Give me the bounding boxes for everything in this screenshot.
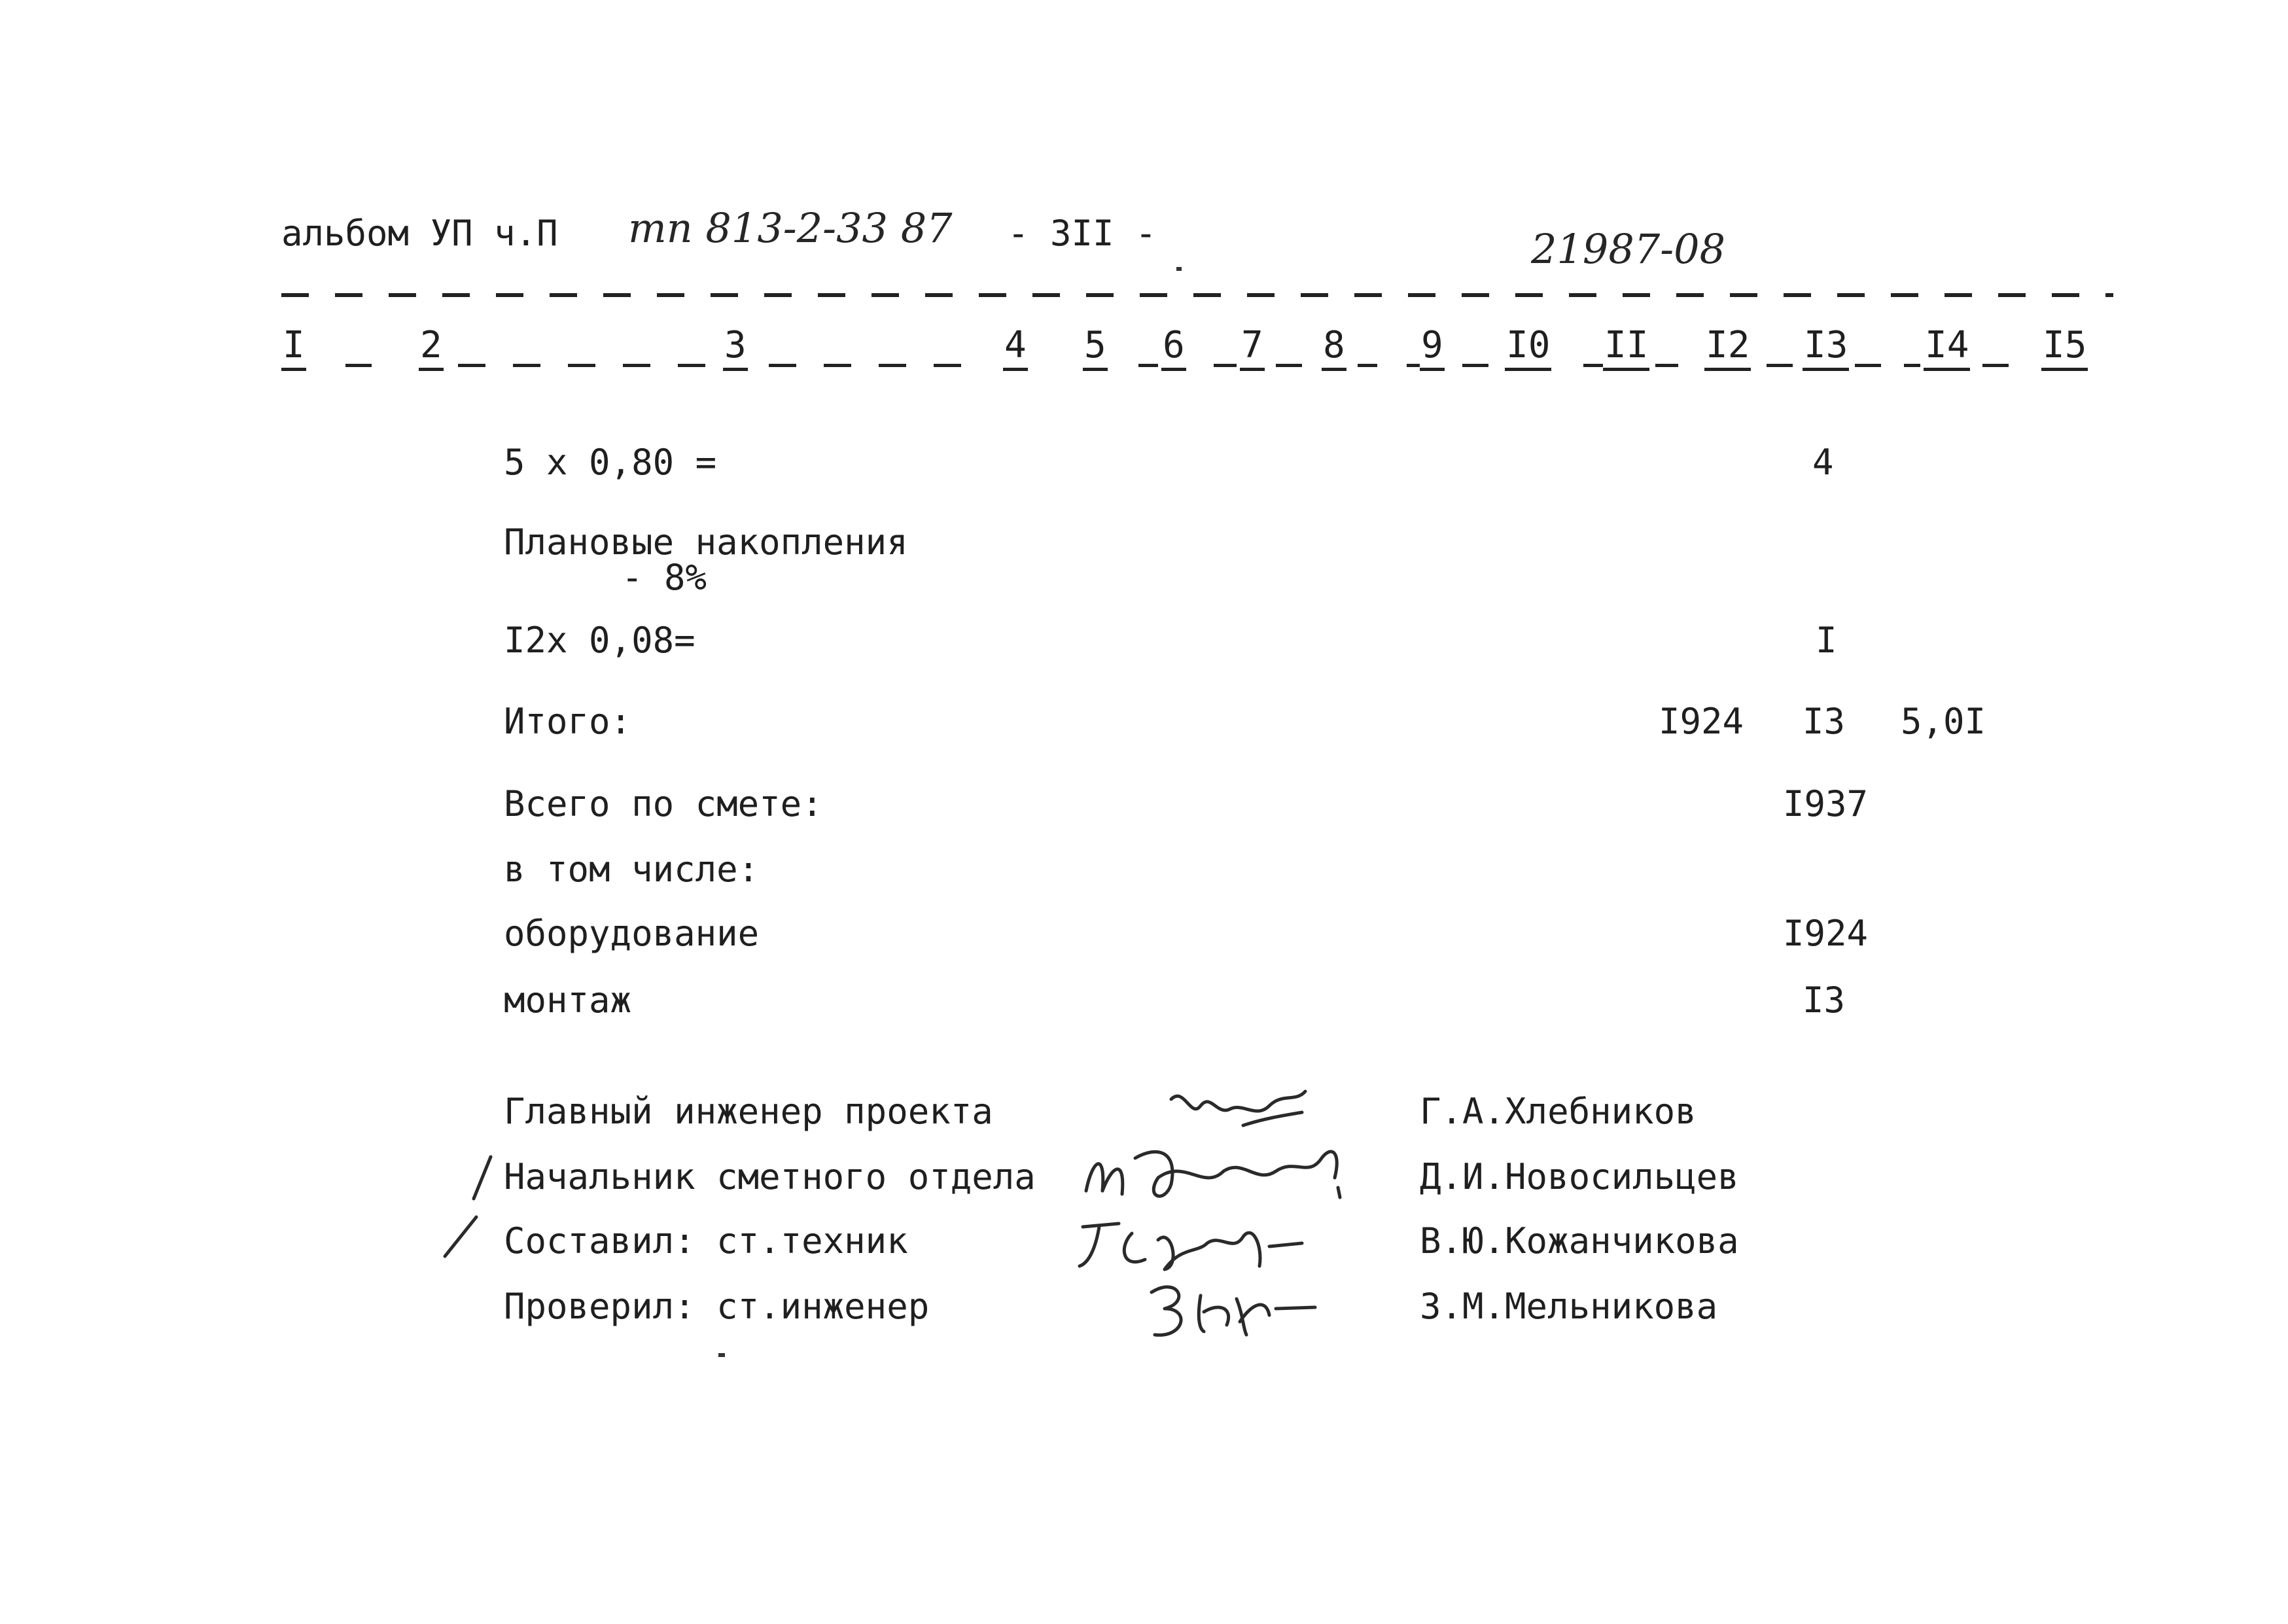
signature-role: Составил: ст.техник: [504, 1220, 908, 1262]
signature-name: З.М.Мельникова: [1420, 1286, 1718, 1327]
signature-name: Д.И.Новосильцев: [1420, 1156, 1739, 1197]
column-number-5: 5: [1083, 327, 1108, 371]
row-value: I924: [1783, 913, 1869, 954]
column-separator-dash: [1583, 364, 1603, 367]
column-number-14: I4: [1924, 327, 1970, 371]
column-separator-dash: [1904, 364, 1920, 367]
page-number: - 3II -: [1008, 213, 1157, 254]
row-value-col12: I924: [1659, 701, 1744, 742]
stray-dot: [1176, 267, 1182, 271]
row-value-col14: 5,0I: [1901, 701, 1986, 742]
document-number-handwritten: 21987-08: [1531, 225, 1726, 273]
signature-name: Г.А.Хлебников: [1420, 1091, 1697, 1132]
row-label: Итого:: [504, 701, 632, 742]
tp-code-handwritten: тп 813-2-33 87: [628, 204, 953, 252]
column-separator-dash: [1214, 364, 1237, 367]
handwritten-signature-chief-engineer: [1165, 1080, 1322, 1139]
column-number-3: 3: [723, 327, 748, 371]
column-number-8: 8: [1322, 327, 1346, 371]
column-number-1: I: [281, 327, 306, 371]
row-value: I3: [1803, 980, 1846, 1021]
margin-tick-mark: [465, 1152, 497, 1204]
signature-role: Проверил: ст.инженер: [504, 1286, 930, 1327]
column-number-6: 6: [1161, 327, 1186, 371]
column-number-11: II: [1603, 327, 1649, 371]
signature-name: В.Ю.Кожанчикова: [1420, 1220, 1739, 1262]
handwritten-signature-estimates-head: [1073, 1132, 1361, 1217]
column-separator-dash: [1138, 364, 1158, 367]
column-number-10: I0: [1505, 327, 1551, 371]
column-separator-dash: [1407, 364, 1420, 367]
row-sublabel: - 8%: [622, 557, 707, 598]
margin-tick-mark: [438, 1210, 484, 1263]
column-separator-dash: [1462, 364, 1488, 367]
row-label: Плановые накопления: [504, 521, 908, 563]
handwritten-signature-engineer: [1138, 1269, 1335, 1348]
column-separator-dash: [1276, 364, 1302, 367]
row-label: оборудование: [504, 913, 760, 954]
column-separator-dash: [1855, 364, 1881, 367]
column-number-12: I2: [1704, 327, 1751, 371]
handwritten-signature-technician: [1066, 1207, 1315, 1279]
column-separator-dash: [1767, 364, 1793, 367]
column-separator-dash: [345, 364, 372, 367]
column-number-9: 9: [1420, 327, 1445, 371]
column-separator-dash: [458, 364, 720, 367]
column-separator-dash: [1982, 364, 2009, 367]
column-number-4: 4: [1003, 327, 1028, 371]
column-number-2: 2: [419, 327, 444, 371]
row-value-col13: 4: [1812, 442, 1834, 483]
row-label: в том числе:: [504, 849, 760, 890]
column-separator-dash: [769, 364, 985, 367]
row-label: Всего по смете:: [504, 783, 823, 824]
row-label: I2х 0,08=: [504, 620, 695, 661]
album-label: альбом УП ч.П: [281, 213, 558, 254]
row-value: I937: [1783, 783, 1869, 824]
row-label: монтаж: [504, 980, 632, 1021]
column-separator-dash: [1358, 364, 1377, 367]
row-value-col13: I3: [1803, 701, 1846, 742]
stray-dot: [718, 1353, 725, 1357]
column-number-7: 7: [1240, 327, 1265, 371]
header-dashed-rule: [281, 293, 2113, 297]
column-number-15: I5: [2041, 327, 2088, 371]
column-number-13: I3: [1803, 327, 1849, 371]
signature-role: Главный инженер проекта: [504, 1091, 993, 1132]
row-value-col13: I: [1816, 620, 1837, 661]
row-label: 5 х 0,80 =: [504, 442, 717, 483]
signature-role: Начальник сметного отдела: [504, 1156, 1036, 1197]
column-separator-dash: [1655, 364, 1678, 367]
